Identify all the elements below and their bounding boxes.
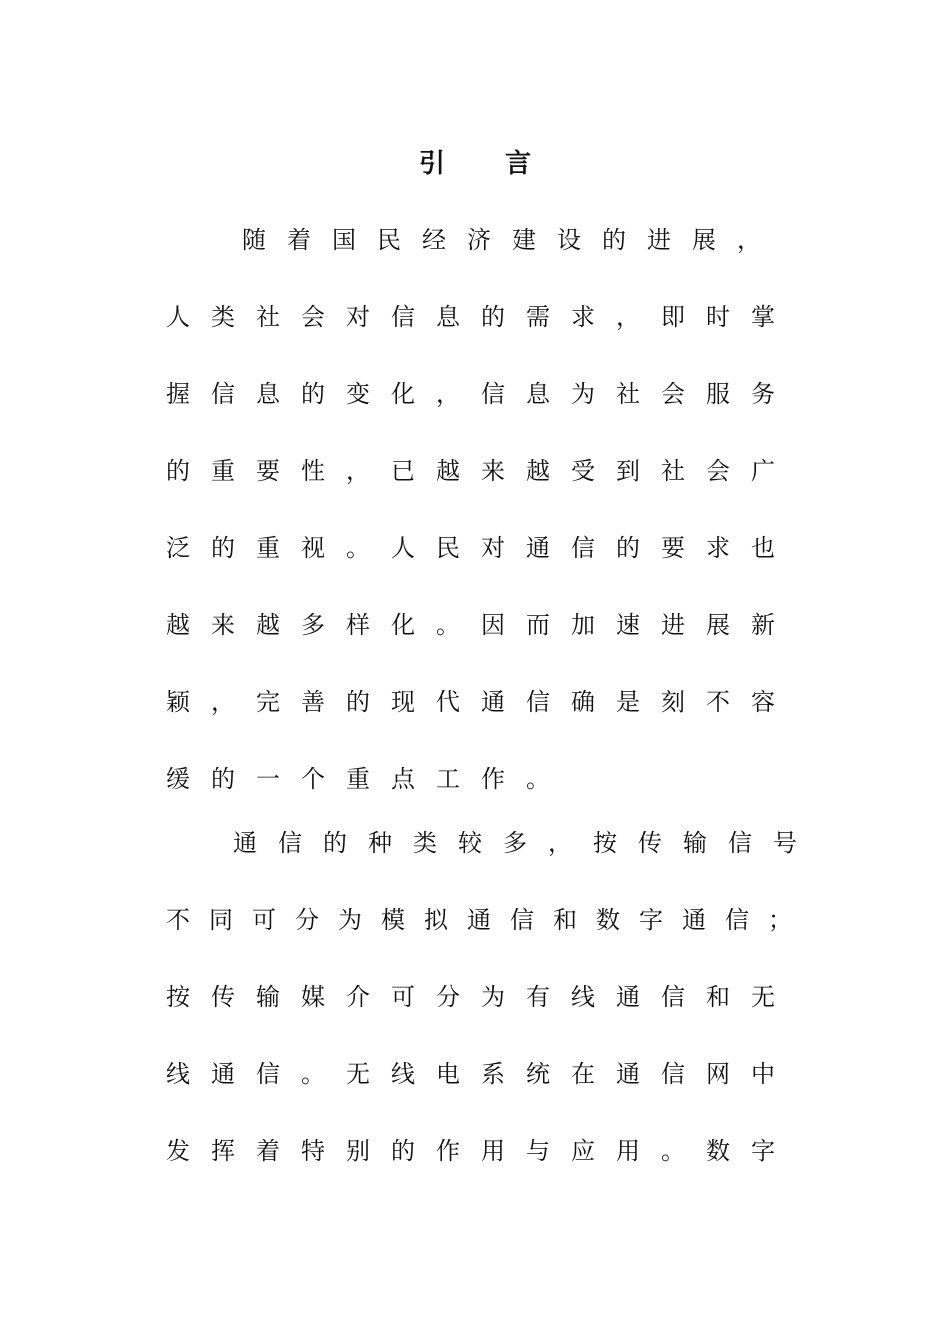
paragraph-line: 按传输媒介可分为有线通信和无 (166, 983, 796, 1011)
paragraph-line: 的重要性，已越来越受到社会广 (166, 457, 796, 485)
paragraph-line: 随着国民经济建设的进展， (242, 226, 782, 254)
paragraph-line: 颖，完善的现代通信确是刻不容 (166, 688, 796, 716)
paragraph-line: 人类社会对信息的需求，即时掌 (166, 303, 796, 331)
paragraph-line: 越来越多样化。因而加速进展新 (166, 611, 796, 639)
paragraph-line: 缓的一个重点工作。 (166, 765, 571, 793)
paragraph-line: 线通信。无线电系统在通信网中 (166, 1060, 796, 1088)
paragraph-line: 握信息的变化，信息为社会服务 (166, 380, 796, 408)
paragraph-line: 泛的重视。人民对通信的要求也 (166, 534, 796, 562)
paragraph-line: 不同可分为模拟通信和数字通信； (166, 906, 811, 934)
paragraph-line: 通信的种类较多，按传输信号 (233, 829, 818, 857)
page-title: 引言 (418, 149, 591, 179)
paragraph-line: 发挥着特别的作用与应用。数字 (166, 1137, 796, 1165)
